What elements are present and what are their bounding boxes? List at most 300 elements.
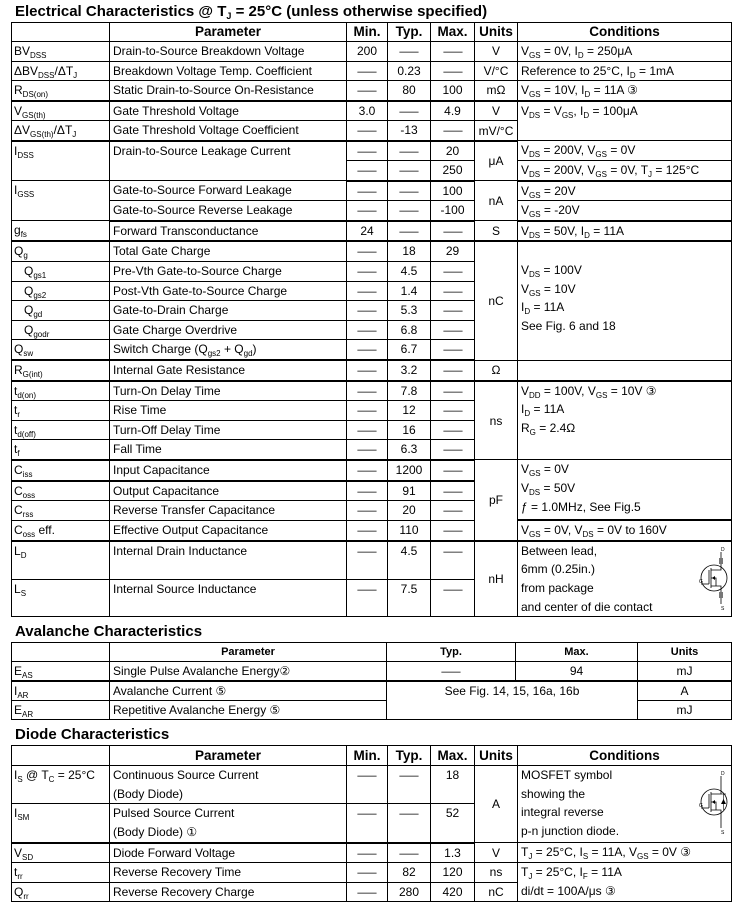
cell-typ xyxy=(388,843,431,863)
header-symbol xyxy=(12,643,110,662)
text: Fall Time xyxy=(113,442,162,457)
value: 4.5 xyxy=(400,264,418,279)
cell-typ xyxy=(388,42,431,62)
dash: — xyxy=(357,462,377,477)
text: I xyxy=(14,143,18,158)
dash: — xyxy=(442,581,463,596)
subscript: GS xyxy=(561,110,574,120)
cell-symbol xyxy=(12,804,110,843)
subscript: godr xyxy=(33,329,50,339)
text: Between lead, xyxy=(521,543,598,558)
cell-max xyxy=(431,181,475,201)
condition-line xyxy=(521,201,728,220)
cell-max xyxy=(431,241,475,261)
cell-units: V xyxy=(475,843,518,863)
cell-min xyxy=(347,320,388,340)
value: 200 xyxy=(356,44,378,58)
cell-typ xyxy=(388,401,431,421)
cell-typ xyxy=(388,501,431,521)
text: = 25°C, I xyxy=(532,845,583,860)
text: V xyxy=(521,143,530,158)
text: Reverse Recovery Time xyxy=(113,865,242,880)
value: 7.5 xyxy=(400,581,418,596)
condition-line xyxy=(521,598,728,617)
condition-line xyxy=(521,521,728,540)
table-row xyxy=(12,520,732,541)
cell-min xyxy=(347,141,388,161)
cell-symbol xyxy=(12,701,110,720)
text: t xyxy=(14,442,18,457)
source-label: S xyxy=(721,830,725,835)
cell-conditions xyxy=(518,101,732,141)
text: = 0V, T xyxy=(606,163,649,178)
text: p-n junction diode. xyxy=(521,824,620,838)
subscript: rr xyxy=(23,891,29,901)
text: = 11A xyxy=(589,223,624,238)
cell-typ xyxy=(388,161,431,181)
gate-label: G xyxy=(699,578,703,585)
value: — xyxy=(441,664,461,679)
text: + Q xyxy=(220,342,244,357)
dash: — xyxy=(357,123,377,138)
subscript: J xyxy=(528,852,533,862)
subscript: J xyxy=(226,11,232,21)
text: V xyxy=(521,103,530,118)
cell-max xyxy=(431,360,475,381)
value: 420 xyxy=(442,884,463,899)
text: = 11A xyxy=(530,300,565,315)
cell-min xyxy=(347,340,388,360)
text: (Body Diode) xyxy=(113,786,184,801)
value: 20 xyxy=(402,503,416,518)
text: ƒ = 1.0MHz, See Fig.5 xyxy=(521,499,641,514)
value: 20 xyxy=(445,143,460,158)
text: = 10V ③ xyxy=(607,383,657,398)
cell-min xyxy=(347,766,388,804)
subscript: S xyxy=(582,852,589,862)
condition-line xyxy=(521,102,728,121)
condition-line xyxy=(521,298,728,317)
cell-min xyxy=(347,181,388,201)
subscript: AR xyxy=(22,710,34,720)
header-parameter: Parameter xyxy=(110,746,347,766)
cell-min xyxy=(347,541,388,579)
subscript: sw xyxy=(23,349,34,359)
subscript: DS xyxy=(529,150,541,160)
subscript: D xyxy=(577,51,584,60)
table-row xyxy=(12,241,732,261)
cell-typ xyxy=(388,460,431,481)
text: = 50V xyxy=(540,481,576,496)
text: MOSFET symbol xyxy=(521,768,613,783)
cell-conditions xyxy=(518,81,732,101)
value: 5.3 xyxy=(400,303,418,318)
header-parameter: Parameter xyxy=(110,23,347,42)
cell-min xyxy=(347,281,388,301)
value: 100 xyxy=(442,183,463,198)
parameter-line xyxy=(113,361,343,380)
cell-parameter xyxy=(110,340,347,360)
cell-max xyxy=(431,61,475,81)
condition-line xyxy=(521,542,728,561)
text: I xyxy=(14,183,18,198)
dash: — xyxy=(442,383,463,398)
text: Turn-On Delay Time xyxy=(113,383,221,398)
text: Q xyxy=(24,264,34,279)
table-row xyxy=(12,201,732,221)
table-row xyxy=(12,381,732,401)
cell-max xyxy=(431,541,475,579)
text: = 1mA xyxy=(635,63,674,78)
subscript: DSS xyxy=(30,51,47,60)
condition-line xyxy=(521,242,728,261)
cell-parameter xyxy=(110,541,347,579)
cell-typ xyxy=(388,520,431,541)
table-row xyxy=(12,221,732,242)
cell-symbol xyxy=(12,863,110,883)
table-row xyxy=(12,81,732,101)
cell-symbol xyxy=(12,882,110,902)
text: Drain-to-Source Leakage Current xyxy=(113,143,291,158)
value: 120 xyxy=(442,865,463,880)
parameter-line xyxy=(113,62,343,81)
value: 16 xyxy=(402,422,416,437)
cell-conditions xyxy=(518,161,732,181)
avalanche-title xyxy=(15,622,747,642)
cell-typ xyxy=(388,804,431,843)
text: Post-Vth Gate-to-Source Charge xyxy=(113,283,288,298)
text: t xyxy=(14,403,18,418)
table-row xyxy=(12,61,732,81)
text: Reverse Transfer Capacitance xyxy=(113,503,276,518)
cell-min xyxy=(347,241,388,261)
dash: — xyxy=(442,322,463,337)
header-typ: Typ. xyxy=(387,643,516,662)
subscript: gs2 xyxy=(207,349,221,359)
text: Q xyxy=(14,244,24,259)
text: t xyxy=(14,422,18,437)
cell-units: S xyxy=(475,221,518,242)
value: 4.9 xyxy=(444,103,461,118)
dash: — xyxy=(442,63,463,78)
cell-typ xyxy=(387,662,516,682)
text: V xyxy=(521,183,530,198)
cell-min xyxy=(347,381,388,401)
text: L xyxy=(14,543,21,558)
dash: — xyxy=(357,522,377,537)
cell-units: A xyxy=(475,766,518,843)
dash: — xyxy=(442,44,463,58)
text: t xyxy=(14,865,18,880)
cell-parameter xyxy=(110,863,347,883)
text: = 50V, I xyxy=(540,223,585,238)
text: E xyxy=(14,703,23,718)
text: L xyxy=(14,581,21,596)
text: I xyxy=(14,684,18,699)
header-units: Units xyxy=(475,23,518,42)
dash: — xyxy=(442,123,463,138)
cell-symbol xyxy=(12,460,110,481)
parameter-line xyxy=(113,482,343,501)
table-row xyxy=(12,181,732,201)
condition-line xyxy=(521,863,728,882)
subscript: D xyxy=(629,70,636,80)
text: V xyxy=(14,845,23,860)
parameter-line xyxy=(113,401,343,420)
text: I xyxy=(521,402,525,417)
parameter-line xyxy=(113,81,343,100)
text: Internal Drain Inductance xyxy=(113,543,248,558)
header-units: Units xyxy=(638,643,732,662)
text: V xyxy=(521,203,530,218)
text: = V xyxy=(540,103,562,118)
cell-typ xyxy=(388,863,431,883)
text: ΔV xyxy=(14,123,31,138)
dash: — xyxy=(357,806,377,821)
text: R xyxy=(14,363,23,377)
text: = 200V, V xyxy=(540,143,596,158)
cell-typ xyxy=(388,320,431,340)
subscript: SM xyxy=(17,813,30,823)
text: Continuous Source Current xyxy=(113,768,259,783)
subscript: iss xyxy=(22,469,33,479)
text: V xyxy=(521,83,530,98)
cell-max xyxy=(431,81,475,101)
value: 1.3 xyxy=(444,845,461,860)
cell-max xyxy=(431,401,475,421)
cell-parameter xyxy=(110,681,387,701)
cell-conditions xyxy=(518,381,732,460)
header-max: Max. xyxy=(431,746,475,766)
dash: — xyxy=(399,203,419,218)
cell-symbol xyxy=(12,262,110,282)
text: Reference to 25°C, I xyxy=(521,63,630,78)
dash: — xyxy=(442,442,463,457)
dash: — xyxy=(357,865,377,880)
subscript: F xyxy=(582,872,588,882)
cell-max xyxy=(431,481,475,501)
subscript: J xyxy=(72,130,77,140)
cell-units: nC xyxy=(475,241,518,360)
cell-conditions xyxy=(518,766,732,843)
dash: — xyxy=(357,483,377,498)
cell-max xyxy=(431,141,475,161)
text: = 11A xyxy=(587,865,622,880)
cell-min xyxy=(347,863,388,883)
value: 250 xyxy=(442,163,463,178)
condition-line xyxy=(521,400,728,419)
condition-line xyxy=(521,766,728,785)
parameter-line xyxy=(113,181,343,200)
cell-symbol xyxy=(12,579,110,617)
table-row xyxy=(12,766,732,804)
dash: — xyxy=(442,403,463,418)
header-conditions: Conditions xyxy=(518,746,732,766)
text: Gate-to-Source Reverse Leakage xyxy=(113,203,293,218)
cell-parameter xyxy=(110,520,347,541)
text: Q xyxy=(24,303,34,318)
parameter-line xyxy=(113,501,343,520)
condition-line xyxy=(521,843,728,862)
cell-typ xyxy=(388,301,431,321)
cell-conditions xyxy=(518,843,732,863)
value: 3.2 xyxy=(400,363,418,377)
text: V xyxy=(14,103,23,118)
dash: — xyxy=(442,462,463,477)
condition-line xyxy=(521,460,728,479)
cell-symbol xyxy=(12,360,110,381)
subscript: G(int) xyxy=(22,370,43,379)
mosfet-symbol-icon xyxy=(699,546,729,610)
parameter-line xyxy=(113,440,343,459)
parameter-line xyxy=(113,421,343,440)
text: Static Drain-to-Source On-Resistance xyxy=(113,83,314,98)
cell-typ xyxy=(388,381,431,401)
gate-label: G xyxy=(699,803,703,810)
subscript: AS xyxy=(22,671,33,681)
text: Output Capacitance xyxy=(113,483,220,498)
dash: — xyxy=(442,283,463,298)
cell-conditions xyxy=(518,241,732,360)
cell-typ xyxy=(388,579,431,617)
cell-parameter xyxy=(110,481,347,501)
subscript: J xyxy=(648,170,653,180)
cell-typ xyxy=(388,360,431,381)
cell-max xyxy=(431,281,475,301)
cell-min xyxy=(347,81,388,101)
text: = 100V, V xyxy=(540,383,596,398)
subscript: S xyxy=(20,588,27,598)
subscript: AR xyxy=(17,691,29,701)
cell-symbol xyxy=(12,481,110,501)
text: Pre-Vth Gate-to-Source Charge xyxy=(113,264,282,279)
cell-symbol xyxy=(12,541,110,579)
subscript: GS xyxy=(529,210,541,220)
text: V xyxy=(521,462,530,477)
parameter-line xyxy=(113,102,343,121)
diode-title xyxy=(15,725,747,745)
table-row xyxy=(12,42,732,62)
cell-max xyxy=(431,301,475,321)
condition-line xyxy=(521,498,728,517)
cell-parameter xyxy=(110,101,347,121)
text: = 0V xyxy=(606,143,636,158)
cell-typ xyxy=(388,101,431,121)
subscript: DS xyxy=(529,170,541,180)
text: Turn-Off Delay Time xyxy=(113,422,221,437)
subscript: f xyxy=(17,449,20,459)
text: Q xyxy=(24,322,34,337)
text: Switch Charge (Q xyxy=(113,342,208,357)
parameter-line xyxy=(113,222,343,241)
cell-parameter xyxy=(110,262,347,282)
subscript: C xyxy=(48,775,55,785)
text: = 100V xyxy=(540,263,582,278)
cell-units: ns xyxy=(475,863,518,883)
text: BV xyxy=(14,44,31,58)
cell-symbol xyxy=(12,221,110,242)
table-row xyxy=(12,541,732,579)
text: = 10V, I xyxy=(540,83,585,98)
dash: — xyxy=(357,342,377,357)
cell-parameter xyxy=(110,141,347,181)
subscript: DS xyxy=(529,488,541,498)
value: 18 xyxy=(402,244,416,259)
dash: — xyxy=(357,768,377,783)
subscript: GS xyxy=(529,469,541,479)
condition-line xyxy=(521,317,728,336)
subscript: gs1 xyxy=(33,271,47,281)
value: -100 xyxy=(440,203,465,218)
dash: — xyxy=(399,845,419,860)
subscript: g xyxy=(23,251,28,261)
cell-symbol xyxy=(12,501,110,521)
dash: — xyxy=(399,223,419,238)
cell-units: pF xyxy=(475,460,518,541)
cell-max: 94 xyxy=(516,662,638,682)
subscript: DS xyxy=(529,230,541,240)
dash: — xyxy=(442,264,463,279)
subscript: GS xyxy=(637,852,649,862)
condition-line xyxy=(521,822,728,841)
condition-line xyxy=(521,803,728,822)
condition-line xyxy=(521,42,728,61)
parameter-line xyxy=(113,262,343,281)
text: 6mm (0.25in.) xyxy=(521,562,596,577)
dash: — xyxy=(399,163,419,178)
value: 280 xyxy=(398,884,420,899)
cell-units: mΩ xyxy=(475,81,518,101)
parameter-line xyxy=(113,340,343,359)
cell-units: nH xyxy=(475,541,518,617)
dash: — xyxy=(357,83,377,98)
text: Gate Threshold Voltage xyxy=(113,103,239,118)
cell-symbol xyxy=(12,662,110,682)
text: Repetitive Avalanche Energy ⑤ xyxy=(113,703,281,718)
dash: — xyxy=(357,244,377,259)
cell-typ xyxy=(388,440,431,460)
condition-line xyxy=(521,222,728,241)
dash: — xyxy=(399,103,419,118)
text: V xyxy=(521,383,530,398)
dash: — xyxy=(357,884,377,899)
cell-max xyxy=(431,340,475,360)
cell-symbol xyxy=(12,121,110,141)
parameter-line xyxy=(113,201,343,220)
text: Internal Gate Resistance xyxy=(113,363,246,377)
text: Avalanche Current ⑤ xyxy=(113,684,227,699)
parameter-line xyxy=(113,301,343,320)
cell-max xyxy=(431,42,475,62)
cell-typ xyxy=(388,181,431,201)
source-label: S xyxy=(721,605,725,610)
subscript: D xyxy=(583,110,590,120)
cell-symbol xyxy=(12,340,110,360)
cell-units: V xyxy=(475,42,518,62)
cell-parameter xyxy=(110,381,347,401)
cell-parameter xyxy=(110,440,347,460)
subscript: J xyxy=(73,70,78,80)
text: Drain-to-Source Breakdown Voltage xyxy=(113,44,305,58)
cell-max xyxy=(431,501,475,521)
parameter-line xyxy=(113,121,343,140)
subscript: D xyxy=(524,409,531,419)
subscript: S xyxy=(17,775,23,785)
text: I xyxy=(14,806,18,821)
cell-max xyxy=(431,460,475,481)
parameter-line xyxy=(113,785,343,804)
dash: — xyxy=(357,63,377,78)
